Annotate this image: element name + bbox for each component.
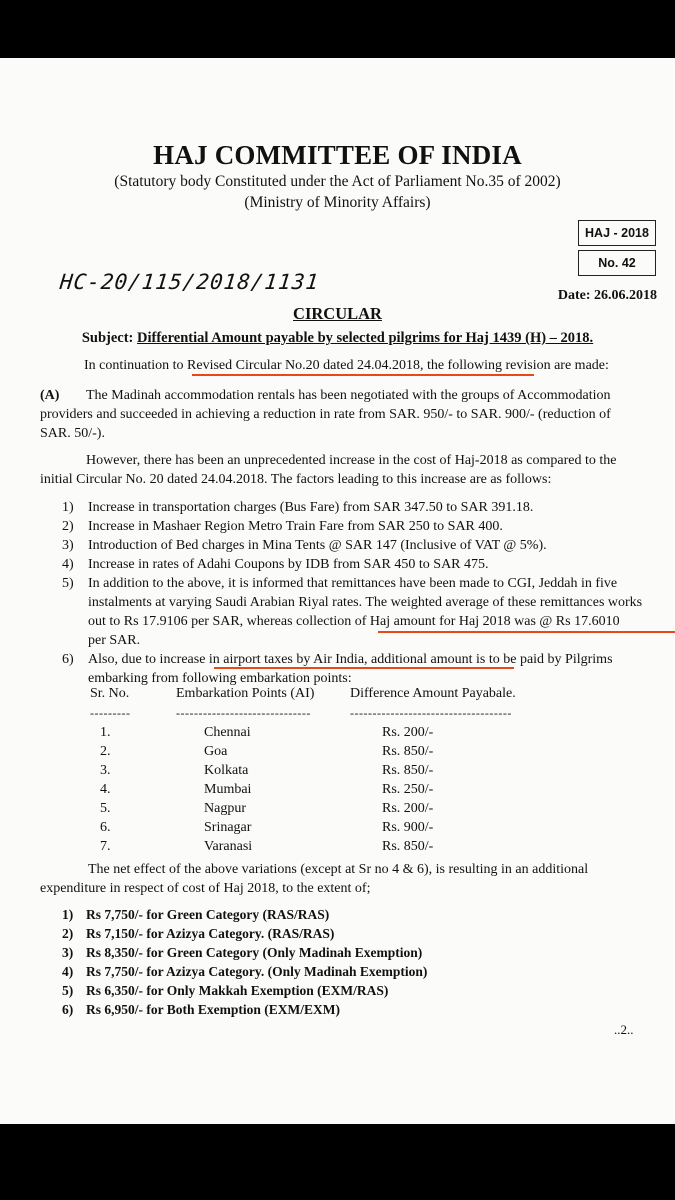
row-point: Kolkata bbox=[204, 763, 249, 778]
factor-6-line: embarking from following embarkation points: bbox=[88, 671, 352, 686]
amount-item: 2) Rs 7,150/- for Azizya Category. (RAS/RAS) bbox=[62, 926, 335, 941]
row-point: Varanasi bbox=[204, 839, 253, 854]
row-amount: Rs. 850/- bbox=[382, 839, 434, 854]
row-amount: Rs. 850/- bbox=[382, 763, 434, 778]
org-title: HAJ COMMITTEE OF INDIA bbox=[153, 140, 522, 170]
row-point: Goa bbox=[204, 744, 228, 759]
row-point: Mumbai bbox=[204, 782, 252, 797]
amount-item: 4) Rs 7,750/- for Azizya Category. (Only Madinah Exemption) bbox=[62, 964, 428, 979]
factor-item: 4) Increase in rates of Adahi Coupons by IDB from SAR 450 to SAR 475. bbox=[62, 557, 489, 572]
factor-item: 3) Introduction of Bed charges in Mina Tents @ SAR 147 (Inclusive of VAT @ 5%). bbox=[62, 538, 547, 553]
row-sr: 2. bbox=[100, 744, 111, 759]
haj-year-box: HAJ - 2018 bbox=[578, 220, 656, 246]
table-header-point: Embarkation Points (AI) bbox=[176, 686, 315, 701]
factor-6-num: 6) bbox=[62, 652, 74, 667]
circular-heading: CIRCULAR bbox=[293, 304, 382, 323]
subject-line bbox=[0, 330, 675, 347]
amount-item: 5) Rs 6,350/- for Only Makkah Exemption (EXM/RAS) bbox=[62, 983, 389, 998]
row-point: Srinagar bbox=[204, 820, 252, 835]
row-amount: Rs. 850/- bbox=[382, 744, 434, 759]
para2-line: However, there has been an unprecedented increase in the cost of Haj-2018 as compared to the bbox=[86, 453, 617, 468]
row-point: Nagpur bbox=[204, 801, 246, 816]
factor-5-line: out to Rs 17.9106 per SAR, whereas collection of Haj amount for Haj 2018 was @ Rs 17.6010 bbox=[88, 614, 620, 629]
factor-5-line: instalments at varying Saudi Arabian Riyal rates. The weighted average of these remittances works bbox=[88, 595, 643, 610]
row-amount: Rs. 900/- bbox=[382, 820, 434, 835]
row-amount: Rs. 200/- bbox=[382, 725, 434, 740]
statute-line: (Statutory body Constituted under the Act of Parliament No.35 of 2002) bbox=[114, 173, 561, 190]
row-sr: 1. bbox=[100, 725, 111, 740]
net-effect-line: The net effect of the above variations (except at Sr no 4 & 6), is resulting in an additional bbox=[88, 862, 589, 877]
circular-date: Date: 26.06.2018 bbox=[557, 288, 657, 303]
section-a-line: providers and succeeded in achieving a reduction in rate from SAR. 950/- to SAR. 900/- (reduction of bbox=[40, 407, 611, 422]
net-effect-line: expenditure in respect of cost of Haj 2018, to the extent of; bbox=[40, 881, 371, 896]
document-page bbox=[0, 58, 675, 1124]
table-rule: --------- bbox=[90, 706, 131, 720]
subject-text: Differential Amount payable by selected pilgrims for Haj 1439 (H) – 2018. bbox=[137, 330, 594, 346]
highlight-underline bbox=[378, 631, 675, 633]
page-continue: ..2.. bbox=[614, 1022, 634, 1037]
factor-item: 1) Increase in transportation charges (Bus Fare) from SAR 347.50 to SAR 391.18. bbox=[62, 500, 534, 515]
table-rule: ------------------------------------ bbox=[350, 706, 512, 720]
row-sr: 5. bbox=[100, 801, 111, 816]
table-header-sr: Sr. No. bbox=[90, 686, 130, 701]
row-sr: 7. bbox=[100, 839, 111, 854]
row-sr: 6. bbox=[100, 820, 111, 835]
circular-number-box: No. 42 bbox=[578, 250, 656, 276]
intro-paragraph: In continuation to Revised Circular No.20 dated 24.04.2018, the following revision are made: bbox=[84, 358, 609, 373]
highlight-underline bbox=[192, 374, 534, 376]
row-amount: Rs. 250/- bbox=[382, 782, 434, 797]
row-sr: 4. bbox=[100, 782, 111, 797]
amount-item: 1) Rs 7,750/- for Green Category (RAS/RAS) bbox=[62, 907, 330, 922]
handwritten-reference: HC-20/115/2018/1131 bbox=[58, 270, 321, 294]
row-sr: 3. bbox=[100, 763, 111, 778]
table-header-amount: Difference Amount Payabale. bbox=[350, 686, 516, 701]
row-point: Chennai bbox=[204, 725, 251, 740]
factor-item: 2) Increase in Mashaer Region Metro Train Fare from SAR 250 to SAR 400. bbox=[62, 519, 503, 534]
ministry-line: (Ministry of Minority Affairs) bbox=[244, 194, 431, 211]
row-amount: Rs. 200/- bbox=[382, 801, 434, 816]
subject-label: Subject: bbox=[81, 330, 134, 346]
section-a-line: The Madinah accommodation rentals has been negotiated with the groups of Accommodation bbox=[86, 388, 611, 403]
amount-item: 3) Rs 8,350/- for Green Category (Only Madinah Exemption) bbox=[62, 945, 423, 960]
factor-6-line: Also, due to increase in airport taxes by Air India, additional amount is to be paid by Pilgrims bbox=[88, 652, 613, 667]
table-rule: ------------------------------ bbox=[176, 706, 311, 720]
factor-5-line: In addition to the above, it is informed that remittances have been made to CGI, Jeddah in five bbox=[88, 576, 618, 591]
section-a-label: (A) bbox=[40, 388, 60, 403]
para2-line: initial Circular No. 20 dated 24.04.2018. The factors leading to this increase are as follows: bbox=[40, 472, 552, 487]
section-a-line: SAR. 50/-). bbox=[40, 426, 105, 441]
amount-item: 6) Rs 6,950/- for Both Exemption (EXM/EXM) bbox=[62, 1002, 340, 1017]
factor-5-num: 5) bbox=[62, 576, 74, 591]
factor-5-line: per SAR. bbox=[88, 633, 141, 648]
